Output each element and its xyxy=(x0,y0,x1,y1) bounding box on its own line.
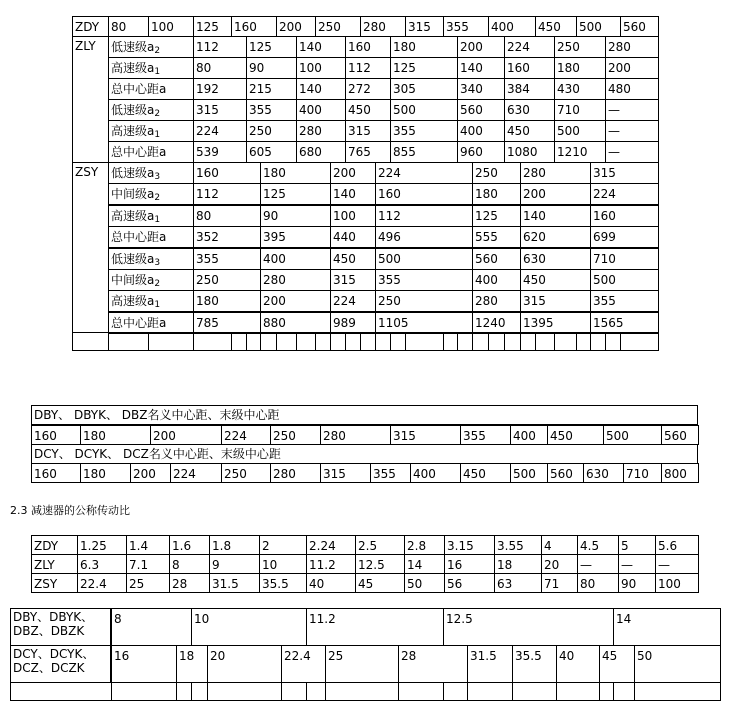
dby-group-label: DBY、DBYK、DBZ、DBZK xyxy=(10,608,111,646)
dcy-ratio-cell: 50 xyxy=(634,645,721,683)
dby-ratio-cell: 8 xyxy=(111,608,192,646)
zsy-value-cell: 440 xyxy=(330,226,376,248)
dby-ratio-cell: 10 xyxy=(191,608,307,646)
dby-distance-cell: 560 xyxy=(661,425,699,445)
dby-distance-cell: 250 xyxy=(270,425,321,445)
ratio-row-label: ZSY xyxy=(31,573,78,593)
zsy-value-cell: 710 xyxy=(590,248,659,270)
dcy-ratio-cell: 25 xyxy=(325,645,399,683)
zly-value-cell: 90 xyxy=(246,57,297,79)
dby-distance-cell: 224 xyxy=(221,425,271,445)
zly-value-cell: 450 xyxy=(504,120,555,142)
zsy-value-cell: 250 xyxy=(193,269,261,291)
zly-value-cell: 224 xyxy=(193,120,247,142)
subscript: 2 xyxy=(154,279,161,289)
zsy-value-cell: 785 xyxy=(193,312,261,334)
zsy-row-label: 总中心距a xyxy=(108,226,194,248)
zly-value-cell: 100 xyxy=(296,57,346,79)
zly-value-cell: 355 xyxy=(246,99,297,121)
zly-row-label: 高速级$a_1$ xyxy=(108,120,194,142)
empty-cell xyxy=(599,682,614,701)
zly-value-cell: 250 xyxy=(554,36,606,58)
empty-cell xyxy=(191,682,208,701)
ratio-value-cell: 4 xyxy=(541,535,578,555)
dcy-distance-cell: 250 xyxy=(221,463,271,483)
zsy-value-cell: 496 xyxy=(375,226,473,248)
zly-value-cell: 280 xyxy=(296,120,346,142)
zsy-value-cell: 250 xyxy=(375,290,473,312)
empty-cell xyxy=(207,682,282,701)
zsy-value-cell: 90 xyxy=(260,205,331,227)
zsy-value-cell: 140 xyxy=(520,205,591,227)
zsy-row-label: 低速级$a_3$ xyxy=(108,248,194,270)
ratio-value-cell: 8 xyxy=(169,554,210,574)
ratio-value-cell: — xyxy=(655,554,699,574)
dby-ratio-cell: 11.2 xyxy=(306,608,444,646)
zsy-value-cell: 200 xyxy=(260,290,331,312)
ratio-value-cell: 1.8 xyxy=(209,535,260,555)
zly-value-cell: 272 xyxy=(345,78,391,100)
zdy-value-cell: 450 xyxy=(535,16,577,37)
dby-distance-cell: 355 xyxy=(460,425,511,445)
zly-value-cell: 960 xyxy=(457,141,505,163)
ratio-value-cell: 10 xyxy=(259,554,307,574)
zsy-label: ZSY xyxy=(72,162,109,333)
zly-label: ZLY xyxy=(72,36,109,163)
zsy-value-cell: 200 xyxy=(330,162,376,184)
dcy-distance-cell: 560 xyxy=(547,463,584,483)
zsy-value-cell: 250 xyxy=(472,162,521,184)
dby-distance-cell: 180 xyxy=(80,425,151,445)
zly-value-cell: 112 xyxy=(345,57,391,79)
ratio-value-cell: 56 xyxy=(444,573,495,593)
zly-value-cell: 140 xyxy=(296,78,346,100)
zdy-value-cell: 160 xyxy=(231,16,277,37)
zsy-value-cell: 450 xyxy=(520,269,591,291)
ratio-value-cell: 5 xyxy=(618,535,656,555)
dby-distance-cell: 200 xyxy=(150,425,222,445)
ratio-value-cell: — xyxy=(577,554,619,574)
zly-value-cell: 215 xyxy=(246,78,297,100)
empty-cell xyxy=(398,682,444,701)
zly-value-cell: 480 xyxy=(605,78,659,100)
zdy-value-cell: 400 xyxy=(488,16,536,37)
empty-cell xyxy=(512,682,557,701)
dcy-ratio-cell: 28 xyxy=(398,645,468,683)
subscript: 1 xyxy=(154,300,161,311)
zsy-row-label: 低速级$a_3$ xyxy=(108,162,194,184)
zsy-value-cell: 400 xyxy=(260,248,331,270)
ratio-value-cell: 100 xyxy=(655,573,699,593)
zsy-value-cell: 180 xyxy=(193,290,261,312)
empty-cell xyxy=(111,682,177,701)
zdy-value-cell: 500 xyxy=(576,16,621,37)
zly-value-cell: 560 xyxy=(457,99,505,121)
dcy-title-cell: DCY、 DCYK、 DCZ名义中心距、末级中心距 xyxy=(31,444,698,464)
subscript: 2 xyxy=(154,109,161,119)
zly-value-cell: 430 xyxy=(554,78,606,100)
zsy-value-cell: 100 xyxy=(330,205,376,227)
zdy-value-cell: 100 xyxy=(148,16,194,37)
zsy-value-cell: 315 xyxy=(590,162,659,184)
zsy-row-label: 中间级$a_2$ xyxy=(108,183,194,205)
dby-ratio-cell: 12.5 xyxy=(443,608,614,646)
zly-value-cell: 680 xyxy=(296,141,346,163)
zly-value-cell: 160 xyxy=(345,36,391,58)
zly-row-label: 高速级$a_1$ xyxy=(108,57,194,79)
zsy-value-cell: 355 xyxy=(375,269,473,291)
zsy-value-cell: 355 xyxy=(193,248,261,270)
zsy-row-label: 高速级$a_1$ xyxy=(108,290,194,312)
zsy-value-cell: 555 xyxy=(472,226,521,248)
zsy-value-cell: 620 xyxy=(520,226,591,248)
zsy-value-cell: 355 xyxy=(590,290,659,312)
zdy-value-cell: 200 xyxy=(276,16,316,37)
section-caption: 2.3 减速器的公称传动比 xyxy=(10,504,130,517)
zsy-value-cell: 630 xyxy=(520,248,591,270)
zdy-value-cell: 355 xyxy=(443,16,489,37)
zsy-value-cell: 560 xyxy=(472,248,521,270)
zly-value-cell: 710 xyxy=(554,99,606,121)
ratio-value-cell: 90 xyxy=(618,573,656,593)
ratio-value-cell: 3.55 xyxy=(494,535,542,555)
empty-cell xyxy=(467,682,513,701)
zly-value-cell: — xyxy=(605,99,659,121)
zly-value-cell: 630 xyxy=(504,99,555,121)
zly-value-cell: 400 xyxy=(457,120,505,142)
zsy-value-cell: 315 xyxy=(330,269,376,291)
zsy-value-cell: 112 xyxy=(375,205,473,227)
empty-cell xyxy=(10,682,112,701)
zly-value-cell: 500 xyxy=(554,120,606,142)
zdy-value-cell: 80 xyxy=(108,16,149,37)
zly-value-cell: 400 xyxy=(296,99,346,121)
zly-value-cell: 200 xyxy=(605,57,659,79)
zsy-row-label: 高速级$a_1$ xyxy=(108,205,194,227)
zsy-value-cell: 450 xyxy=(330,248,376,270)
ratio-value-cell: 71 xyxy=(541,573,578,593)
zsy-value-cell: 1105 xyxy=(375,312,473,334)
dcy-distance-cell: 450 xyxy=(460,463,511,483)
ratio-value-cell: 45 xyxy=(355,573,405,593)
dby-distance-cell: 315 xyxy=(390,425,461,445)
zly-row-label: 低速级$a_2$ xyxy=(108,36,194,58)
ratio-value-cell: 3.15 xyxy=(444,535,495,555)
dcy-ratio-cell: 16 xyxy=(111,645,177,683)
zly-row-label: 低速级$a_2$ xyxy=(108,99,194,121)
empty-cell xyxy=(443,682,468,701)
dby-ratio-cell: 14 xyxy=(613,608,721,646)
zly-value-cell: 855 xyxy=(390,141,458,163)
ratio-value-cell: 6.3 xyxy=(77,554,127,574)
zly-value-cell: 180 xyxy=(554,57,606,79)
dcy-ratio-cell: 45 xyxy=(599,645,635,683)
zly-value-cell: 539 xyxy=(193,141,247,163)
zly-row-label: 总中心距a xyxy=(108,141,194,163)
zsy-value-cell: 180 xyxy=(472,183,521,205)
zly-value-cell: 200 xyxy=(457,36,505,58)
zly-value-cell: — xyxy=(605,120,659,142)
empty-cell xyxy=(325,682,399,701)
dcy-distance-cell: 400 xyxy=(410,463,461,483)
dcy-ratio-cell: 35.5 xyxy=(512,645,557,683)
empty-cell xyxy=(281,682,307,701)
zsy-value-cell: 80 xyxy=(193,205,261,227)
dcy-distance-cell: 710 xyxy=(623,463,662,483)
empty-cell xyxy=(556,682,600,701)
zsy-value-cell: 125 xyxy=(260,183,331,205)
dcy-distance-cell: 200 xyxy=(130,463,171,483)
dcy-distance-cell: 315 xyxy=(320,463,371,483)
zsy-value-cell: 160 xyxy=(375,183,473,205)
zdy-value-cell: 315 xyxy=(405,16,444,37)
ratio-value-cell: 11.2 xyxy=(306,554,356,574)
dcy-distance-cell: 160 xyxy=(31,463,81,483)
zly-value-cell: 384 xyxy=(504,78,555,100)
ratio-value-cell: 50 xyxy=(404,573,445,593)
zsy-value-cell: 200 xyxy=(520,183,591,205)
zly-row-label: 总中心距a xyxy=(108,78,194,100)
zdy-value-cell: 560 xyxy=(620,16,659,37)
ratio-row-label: ZDY xyxy=(31,535,78,555)
dby-distance-cell: 450 xyxy=(547,425,604,445)
zly-value-cell: 140 xyxy=(296,36,346,58)
zsy-value-cell: 224 xyxy=(330,290,376,312)
zsy-value-cell: 125 xyxy=(472,205,521,227)
zly-value-cell: 315 xyxy=(193,99,247,121)
zsy-value-cell: 1565 xyxy=(590,312,659,334)
dcy-distance-cell: 355 xyxy=(370,463,411,483)
ratio-value-cell: 1.6 xyxy=(169,535,210,555)
zly-value-cell: 192 xyxy=(193,78,247,100)
dcy-ratio-cell: 20 xyxy=(207,645,282,683)
zsy-value-cell: 315 xyxy=(520,290,591,312)
dby-title-cell: DBY、 DBYK、 DBZ名义中心距、末级中心距 xyxy=(31,405,698,425)
ratio-value-cell: 1.4 xyxy=(126,535,170,555)
zly-value-cell: 280 xyxy=(605,36,659,58)
dcy-distance-cell: 630 xyxy=(583,463,624,483)
dby-distance-cell: 500 xyxy=(603,425,662,445)
ratio-value-cell: 1.25 xyxy=(77,535,127,555)
zly-value-cell: 450 xyxy=(345,99,391,121)
ratio-value-cell: 9 xyxy=(209,554,260,574)
zsy-value-cell: 180 xyxy=(260,162,331,184)
zdy-value-cell: 125 xyxy=(193,16,232,37)
subscript: 2 xyxy=(154,46,161,56)
zly-value-cell: 125 xyxy=(390,57,458,79)
ratio-value-cell: 4.5 xyxy=(577,535,619,555)
ratio-value-cell: 22.4 xyxy=(77,573,127,593)
zly-value-cell: 250 xyxy=(246,120,297,142)
dcy-ratio-cell: 40 xyxy=(556,645,600,683)
dcy-distance-cell: 224 xyxy=(170,463,222,483)
ratio-value-cell: 5.6 xyxy=(655,535,699,555)
subscript: 1 xyxy=(154,130,161,140)
zly-value-cell: 160 xyxy=(504,57,555,79)
zly-value-cell: 180 xyxy=(390,36,458,58)
zdy-label: ZDY xyxy=(72,16,109,37)
empty-cell xyxy=(613,682,635,701)
zly-value-cell: 1210 xyxy=(554,141,606,163)
subscript: 3 xyxy=(154,172,161,182)
ratio-value-cell: 12.5 xyxy=(355,554,405,574)
zly-value-cell: 80 xyxy=(193,57,247,79)
zsy-value-cell: 1395 xyxy=(520,312,591,334)
zsy-row-label: 总中心距a xyxy=(108,312,194,334)
zsy-value-cell: 112 xyxy=(193,183,261,205)
ratio-value-cell: 35.5 xyxy=(259,573,307,593)
subscript: 2 xyxy=(154,193,161,204)
zdy-value-cell: 250 xyxy=(315,16,361,37)
ratio-value-cell: 20 xyxy=(541,554,578,574)
zly-value-cell: — xyxy=(605,141,659,163)
ratio-value-cell: 80 xyxy=(577,573,619,593)
zly-value-cell: 765 xyxy=(345,141,391,163)
dcy-ratio-cell: 22.4 xyxy=(281,645,326,683)
zsy-value-cell: 500 xyxy=(375,248,473,270)
dcy-distance-cell: 500 xyxy=(510,463,548,483)
zsy-value-cell: 500 xyxy=(590,269,659,291)
zsy-value-cell: 395 xyxy=(260,226,331,248)
subscript: 3 xyxy=(154,257,161,268)
ratio-value-cell: 2 xyxy=(259,535,307,555)
zly-value-cell: 340 xyxy=(457,78,505,100)
dcy-ratio-cell: 31.5 xyxy=(467,645,513,683)
zsy-value-cell: 140 xyxy=(330,183,376,205)
zly-value-cell: 355 xyxy=(390,120,458,142)
zsy-value-cell: 160 xyxy=(590,205,659,227)
zsy-value-cell: 160 xyxy=(193,162,261,184)
zsy-value-cell: 352 xyxy=(193,226,261,248)
empty-cell xyxy=(634,682,721,701)
ratio-row-label: ZLY xyxy=(31,554,78,574)
zly-value-cell: 112 xyxy=(193,36,247,58)
zsy-row-label: 中间级$a_2$ xyxy=(108,269,194,291)
subscript: 1 xyxy=(154,67,161,77)
zly-value-cell: 305 xyxy=(390,78,458,100)
dcy-ratio-cell: 18 xyxy=(176,645,208,683)
ratio-value-cell: 2.5 xyxy=(355,535,405,555)
ratio-value-cell: 40 xyxy=(306,573,356,593)
zsy-value-cell: 280 xyxy=(520,162,591,184)
zly-value-cell: 140 xyxy=(457,57,505,79)
empty-cell xyxy=(176,682,192,701)
dby-distance-cell: 160 xyxy=(31,425,81,445)
zly-value-cell: 1080 xyxy=(504,141,555,163)
subscript: 1 xyxy=(154,214,161,225)
zsy-value-cell: 699 xyxy=(590,226,659,248)
zsy-value-cell: 880 xyxy=(260,312,331,334)
ratio-value-cell: 2.24 xyxy=(306,535,356,555)
ratio-value-cell: — xyxy=(618,554,656,574)
ratio-value-cell: 14 xyxy=(404,554,445,574)
zly-value-cell: 125 xyxy=(246,36,297,58)
zsy-value-cell: 280 xyxy=(260,269,331,291)
zsy-value-cell: 400 xyxy=(472,269,521,291)
dcy-distance-cell: 800 xyxy=(661,463,699,483)
ratio-value-cell: 25 xyxy=(126,573,170,593)
ratio-value-cell: 16 xyxy=(444,554,495,574)
dby-distance-cell: 280 xyxy=(320,425,391,445)
zly-value-cell: 500 xyxy=(390,99,458,121)
dby-distance-cell: 400 xyxy=(510,425,548,445)
zly-value-cell: 224 xyxy=(504,36,555,58)
ratio-value-cell: 18 xyxy=(494,554,542,574)
zsy-value-cell: 224 xyxy=(590,183,659,205)
ratio-value-cell: 2.8 xyxy=(404,535,445,555)
zly-value-cell: 315 xyxy=(345,120,391,142)
zly-value-cell: 605 xyxy=(246,141,297,163)
zsy-value-cell: 1240 xyxy=(472,312,521,334)
dcy-distance-cell: 280 xyxy=(270,463,321,483)
ratio-value-cell: 28 xyxy=(169,573,210,593)
dcy-group-label: DCY、DCYK、DCZ、DCZK xyxy=(10,645,111,683)
dcy-distance-cell: 180 xyxy=(80,463,131,483)
empty-cell xyxy=(306,682,326,701)
zsy-value-cell: 224 xyxy=(375,162,473,184)
zdy-value-cell: 280 xyxy=(360,16,406,37)
ratio-value-cell: 7.1 xyxy=(126,554,170,574)
zsy-value-cell: 280 xyxy=(472,290,521,312)
ratio-value-cell: 63 xyxy=(494,573,542,593)
zsy-value-cell: 989 xyxy=(330,312,376,334)
ratio-value-cell: 31.5 xyxy=(209,573,260,593)
